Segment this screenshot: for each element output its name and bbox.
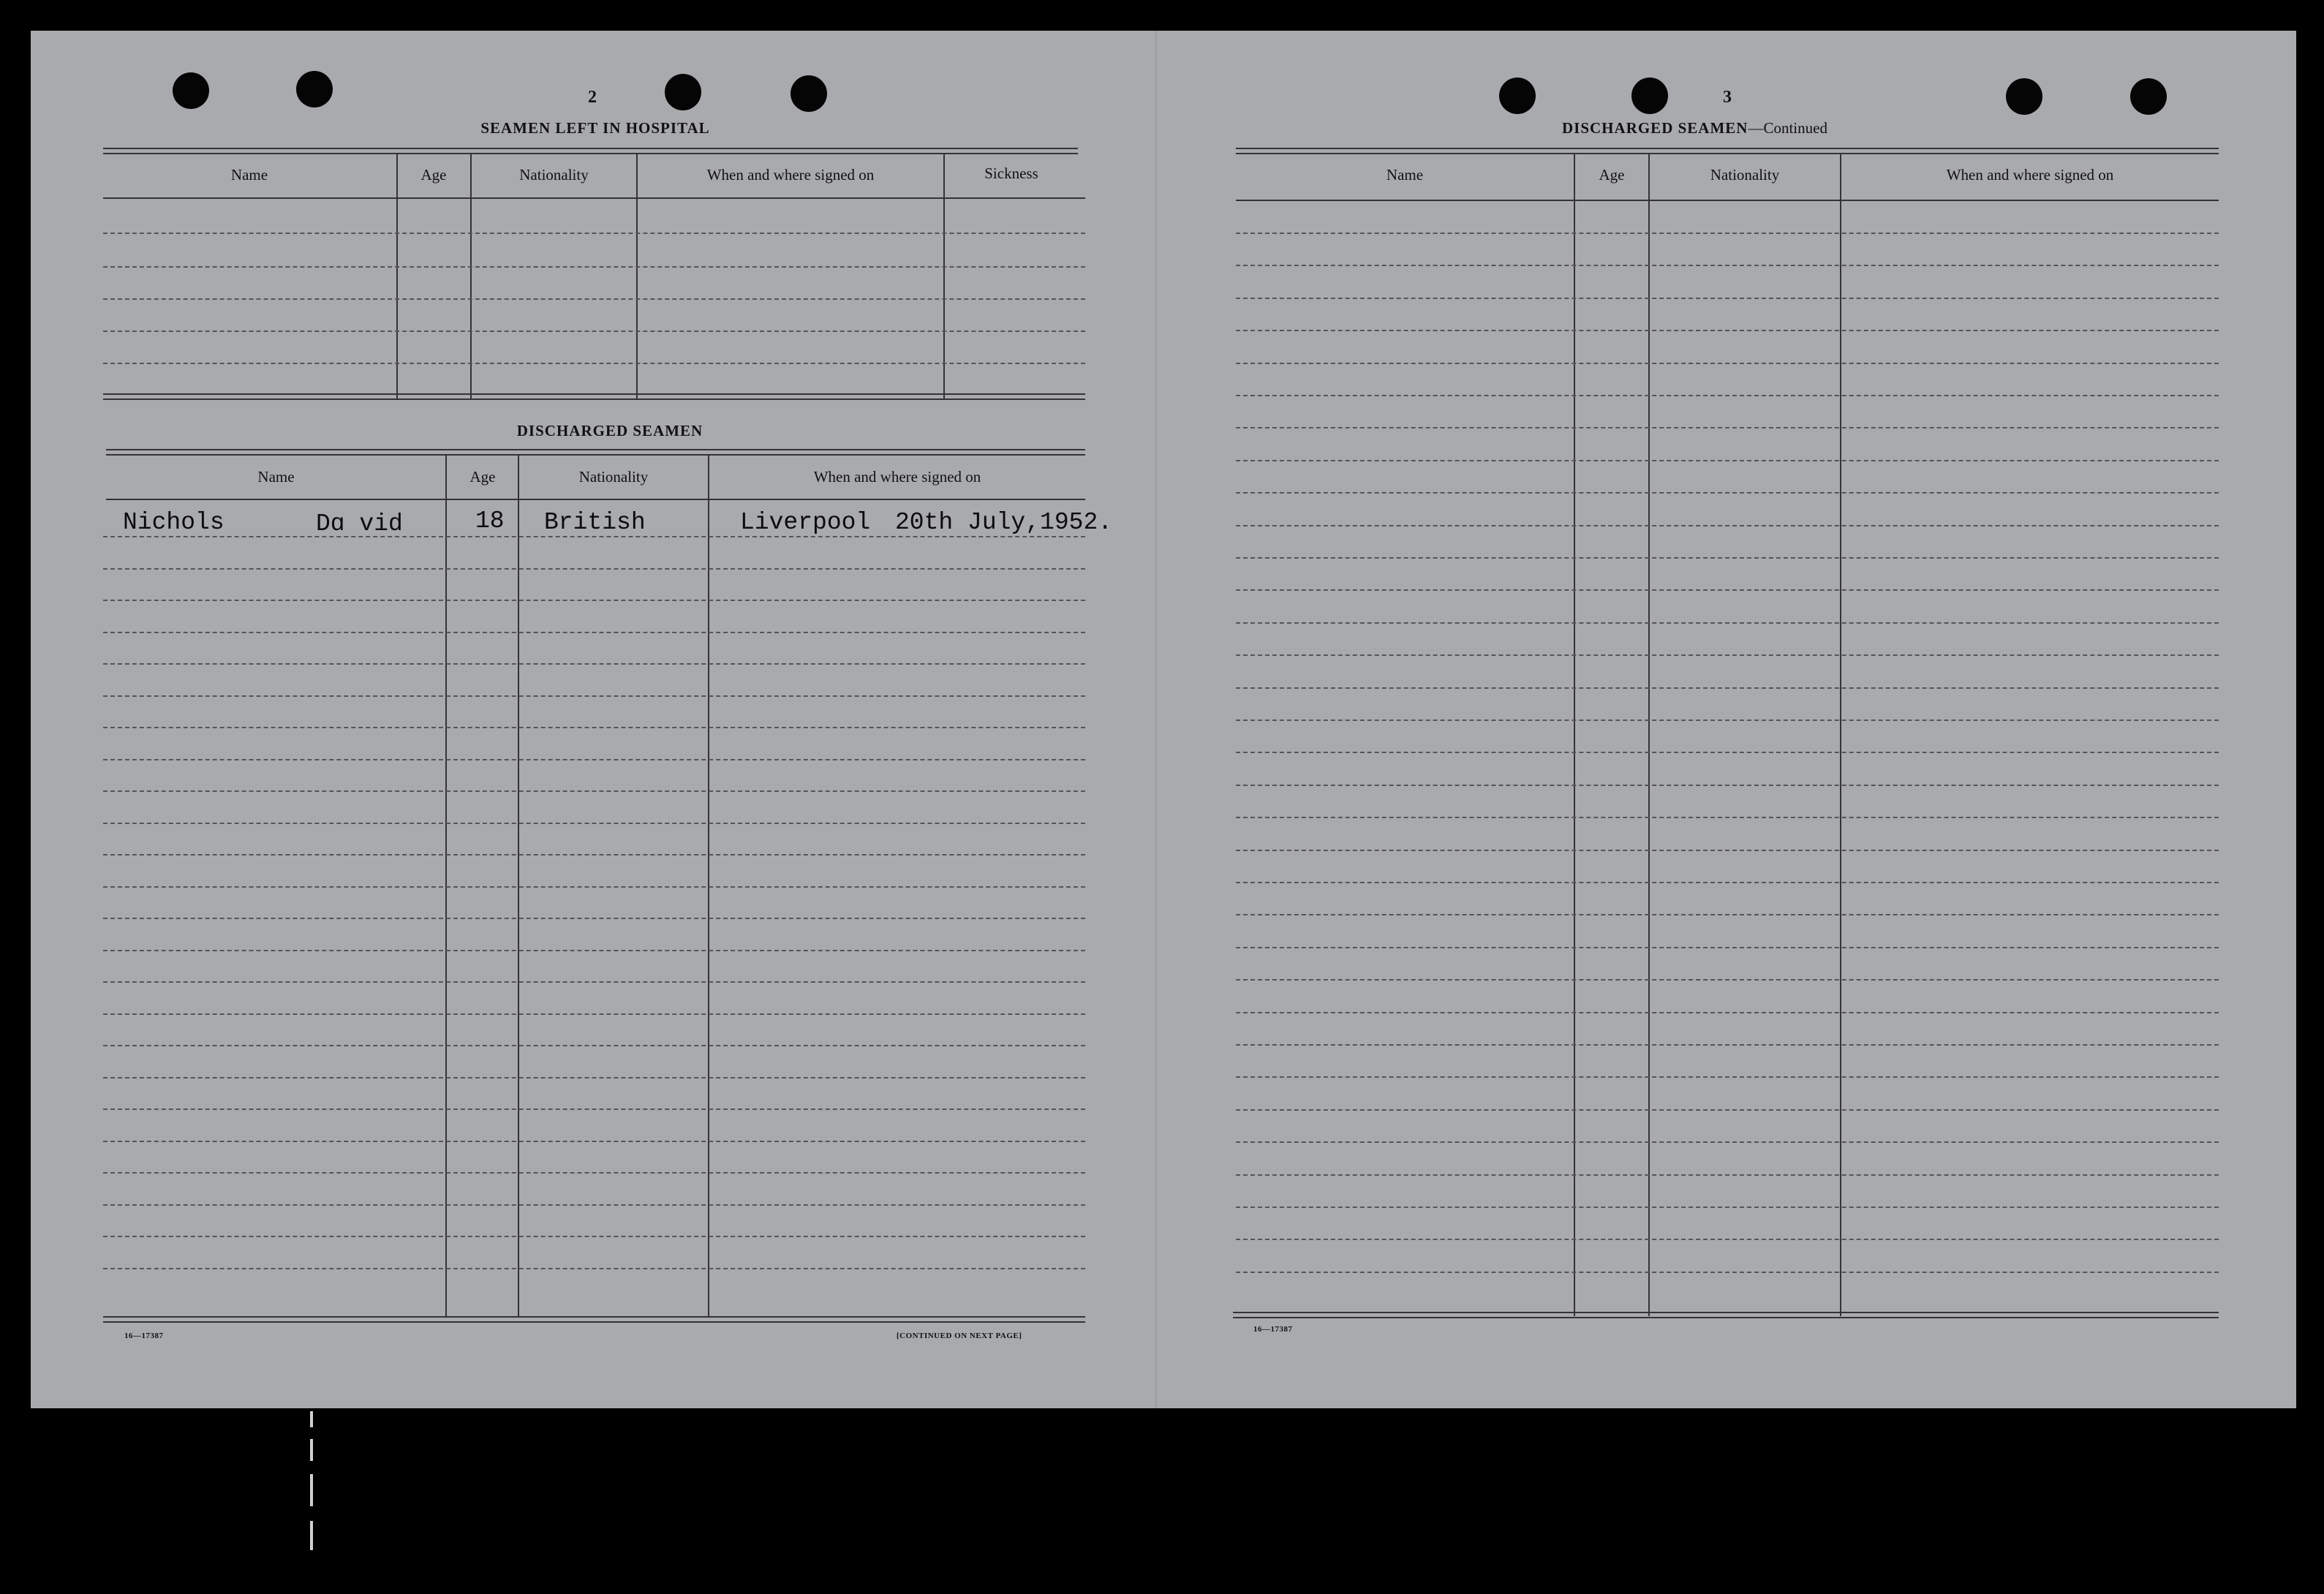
table-bottom-rule: [103, 393, 1085, 400]
row-line: [103, 663, 1085, 665]
row-line: [103, 695, 1085, 697]
page-number: 2: [588, 88, 597, 107]
table-bottom-rule: [103, 1316, 1085, 1323]
row-line: [103, 727, 1085, 728]
row-line: [103, 823, 1085, 824]
row-line: [103, 363, 1085, 364]
discharged-table-title: DISCHARGED SEAMEN: [516, 422, 703, 439]
row-line: [103, 854, 1085, 855]
row-line: [1236, 1174, 2219, 1176]
row-line: [1236, 914, 2219, 915]
row-line: [1236, 363, 2219, 364]
seaman-surname: Nichols: [123, 509, 225, 536]
column-header-name: Name: [230, 166, 268, 184]
row-line: [1236, 330, 2219, 331]
header-rule: [1236, 200, 2219, 201]
row-line: [1236, 1076, 2219, 1078]
row-line: [1236, 979, 2219, 981]
punch-hole: [791, 75, 827, 112]
punch-hole: [173, 72, 209, 109]
column-header-sickness: Sickness: [984, 165, 1038, 182]
row-line: [1236, 719, 2219, 721]
row-line: [103, 1172, 1085, 1174]
form-number: 16—17387: [1253, 1325, 1293, 1334]
row-line: [103, 632, 1085, 633]
punch-hole: [2006, 78, 2042, 115]
column-header-age: Age: [469, 468, 496, 486]
column-header-nationality: Nationality: [1710, 166, 1780, 184]
row-line: [103, 1108, 1085, 1110]
row-line: [103, 1013, 1085, 1015]
column-divider: [396, 154, 398, 398]
row-line: [1236, 1272, 2219, 1273]
column-divider: [636, 154, 638, 398]
page-spine: [1155, 31, 1157, 1408]
row-line: [103, 918, 1085, 919]
row-line: [1236, 947, 2219, 948]
header-rule: [103, 197, 1085, 199]
row-line: [103, 981, 1085, 983]
row-line: [1236, 589, 2219, 591]
column-header-signed-on: When and where signed on: [706, 166, 875, 184]
row-line: [1236, 752, 2219, 753]
row-line: [103, 266, 1085, 268]
column-header-age: Age: [1599, 166, 1625, 184]
signed-on-place: Liverpool: [740, 509, 871, 536]
punch-hole: [296, 71, 333, 107]
row-line: [1236, 785, 2219, 786]
table-bottom-rule: [1233, 1312, 2219, 1318]
seaman-nationality: British: [544, 509, 646, 536]
row-line: [103, 298, 1085, 300]
hospital-table-title: SEAMEN LEFT IN HOSPITAL: [480, 119, 710, 137]
row-line: [103, 1204, 1085, 1206]
row-line: [103, 600, 1085, 601]
row-line: [103, 759, 1085, 760]
form-number: 16—17387: [124, 1332, 164, 1340]
column-divider: [470, 154, 472, 398]
row-line: [1236, 817, 2219, 818]
row-line: [1236, 654, 2219, 656]
binding-thread: [307, 1411, 317, 1565]
punch-hole: [665, 74, 701, 110]
column-header-nationality: Nationality: [519, 166, 589, 184]
row-line: [103, 1141, 1085, 1142]
header-rule: [106, 499, 1085, 500]
page-number: 3: [1723, 88, 1732, 107]
punch-hole: [2130, 78, 2167, 115]
row-line: [1236, 492, 2219, 494]
punch-hole: [1499, 78, 1536, 114]
row-line: [1236, 1141, 2219, 1143]
row-line: [1236, 1239, 2219, 1240]
row-line: [103, 330, 1085, 332]
row-line: [103, 1045, 1085, 1046]
column-header-age: Age: [420, 166, 447, 184]
row-line: [1236, 233, 2219, 234]
row-line: [1236, 265, 2219, 266]
row-line: [1236, 460, 2219, 461]
row-line: [103, 950, 1085, 951]
row-line: [1236, 622, 2219, 624]
row-line: [1236, 525, 2219, 526]
row-line: [1236, 557, 2219, 559]
title-text: DISCHARGED SEAMEN: [1562, 119, 1748, 137]
row-line: [103, 1268, 1085, 1269]
seaman-age: 18: [475, 507, 505, 535]
punch-hole: [1631, 78, 1668, 114]
row-line: [1236, 687, 2219, 689]
row-line: [103, 886, 1085, 888]
row-line: [1236, 850, 2219, 851]
column-divider: [943, 154, 945, 398]
row-line: [103, 1236, 1085, 1237]
signed-on-date: 20th July,1952.: [895, 509, 1113, 536]
column-header-name: Name: [257, 468, 295, 486]
row-line: [1236, 882, 2219, 883]
column-header-name: Name: [1386, 166, 1424, 184]
seaman-given-name: Dɑ vid: [316, 510, 403, 537]
row-line: [103, 1077, 1085, 1079]
table-top-rule: [106, 449, 1085, 456]
row-line: [1236, 1206, 2219, 1208]
row-line: [103, 790, 1085, 792]
row-line: [103, 233, 1085, 234]
column-header-signed-on: When and where signed on: [1946, 166, 2114, 184]
discharged-continued-title: [1562, 119, 1827, 137]
row-line: [1236, 1012, 2219, 1013]
title-suffix: —Continued: [1748, 119, 1827, 137]
table-top-rule: [1236, 148, 2219, 154]
continued-note: [CONTINUED ON NEXT PAGE]: [897, 1332, 1022, 1340]
row-line: [1236, 395, 2219, 396]
row-line: [1236, 427, 2219, 428]
row-line: [103, 568, 1085, 570]
row-line: [1236, 1109, 2219, 1111]
column-header-nationality: Nationality: [578, 468, 649, 486]
table-top-rule: [103, 148, 1078, 154]
row-line: [103, 536, 1085, 537]
column-header-signed-on: When and where signed on: [813, 468, 981, 486]
row-line: [1236, 298, 2219, 299]
row-line: [1236, 1044, 2219, 1046]
